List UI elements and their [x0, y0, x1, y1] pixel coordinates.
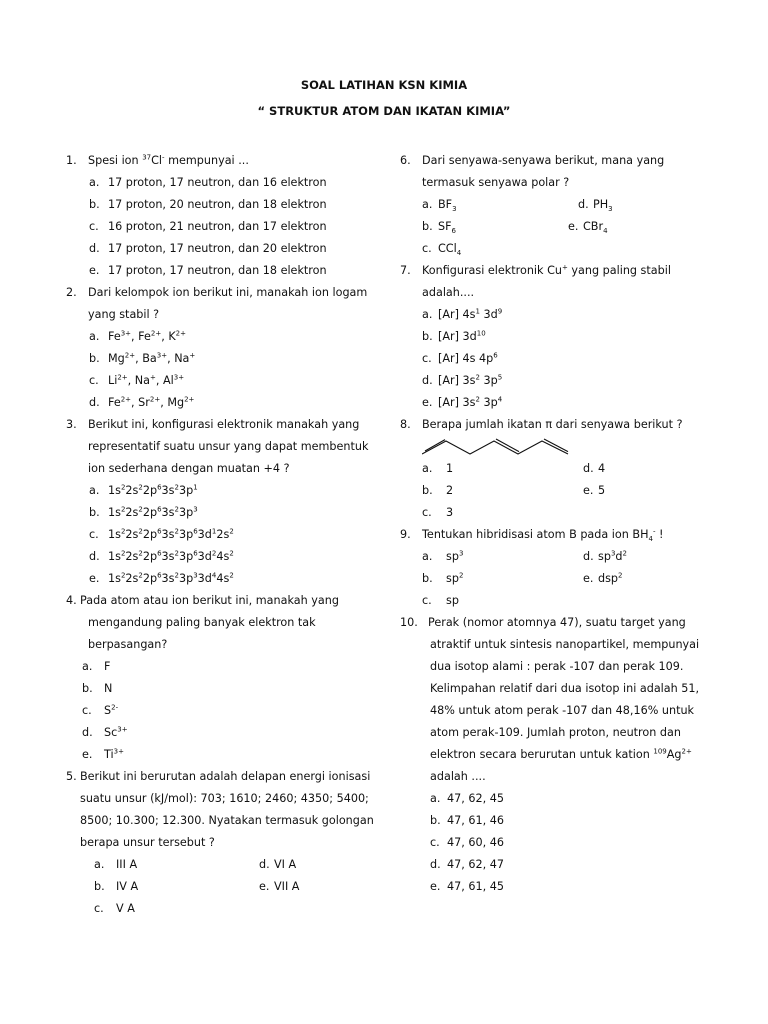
question-5 [66, 766, 386, 788]
question-text-cont: berpasangan? [88, 638, 168, 651]
question-text: Berikut ini, konfigurasi elektronik manakah yang [88, 418, 360, 431]
question-7 [400, 260, 735, 282]
question-number: 6. [400, 154, 411, 167]
option-c: c. V A [94, 902, 135, 915]
option-a: a. F [82, 660, 111, 673]
question-text-cont: yang stabil ? [88, 308, 160, 321]
question-9 [400, 524, 735, 546]
option-row-a-d: a. III A d. VI A [94, 858, 297, 871]
option-a: a. [Ar] $4s^1$ $3d^9$ [422, 307, 503, 321]
question-2 [66, 282, 386, 304]
option-e: e. $1s^22s^22p^63s^23p^33d^44s^2$ [89, 571, 234, 585]
option-b: b. 17 proton, 20 neutron, dan 18 elektron [89, 198, 327, 211]
option-c: c. [Ar] 4s $4p^6$ [422, 351, 498, 365]
option-row-b-e: b. IV A e. VII A [94, 880, 300, 893]
option-b: b. [Ar] $3d^{10}$ [422, 329, 486, 343]
question-text-cont: 8500; 10.300; 12.300. Nyatakan termasuk golongan [80, 814, 374, 827]
option-d: d. 17 proton, 17 neutron, dan 20 elektron [89, 242, 327, 255]
question-text-cont: 48% untuk atom perak -107 dan 48,16% untuk [430, 704, 695, 717]
option-c: c. 47, 60, 46 [430, 836, 504, 849]
option-row-b-e: b. $sp^2$ e. dsp$^2$ [422, 571, 623, 585]
option-d: d. $Sc^{3+}$ [82, 725, 128, 739]
question-number: 9. [400, 528, 411, 541]
question-text: Berikut ini berurutan adalah delapan energi ionisasi [80, 770, 371, 783]
question-text-cont: ion sederhana dengan muatan +4 ? [88, 462, 290, 475]
option-d: d. $Fe^{2+}$, $Sr^{2+}$, $Mg^{2+}$ [89, 395, 195, 409]
option-row-b-e: b. 2 e. 5 [422, 484, 606, 497]
page-subtitle: “ STRUKTUR ATOM DAN IKATAN KIMIA” [257, 104, 511, 118]
option-e: e. 47, 61, 45 [430, 880, 504, 893]
option-e: e. [Ar] $3s^2$ $3p^4$ [422, 395, 503, 409]
question-text-cont: dua isotop alami : perak -107 dan perak 109. [430, 660, 684, 673]
option-c: c. $S^{2-}$ [82, 703, 119, 717]
question-number: 5. [66, 770, 77, 783]
question-number: 10. [400, 616, 418, 629]
option-a: a. 47, 62, 45 [430, 792, 504, 805]
question-number: 1. [66, 154, 77, 167]
question-text-cont: adalah.... [422, 286, 475, 299]
option-row-b-e: b. $SF_6$ e. CBr$_4$ [422, 220, 608, 236]
option-b: b. $Mg^{2+}$, $Ba^{3+}$, Na+ [89, 351, 196, 365]
option-c: c. $Li^{2+}$, Na+, $Al^{3+}$ [89, 373, 185, 387]
question-text-cont: representatif suatu unsur yang dapat membentuk [88, 440, 369, 453]
option-a: a. $1s^22s^22p^63s^23p^1$ [89, 483, 198, 497]
question-1 [66, 150, 386, 172]
question-number: 8. [400, 418, 411, 431]
option-e: e. $Ti^{3+}$ [82, 747, 124, 761]
question-text-cont: berapa unsur tersebut ? [80, 836, 215, 849]
option-d: d. [Ar] $3s^2$ $3p^5$ [422, 373, 503, 387]
option-b: b. N [82, 682, 113, 695]
question-text: Spesi ion $^{37}$Cl- mempunyai ... [88, 153, 249, 167]
option-c: c. 16 proton, 21 neutron, dan 17 elektron [89, 220, 327, 233]
right-column [400, 150, 735, 898]
triene-skeletal-formula [422, 436, 572, 458]
option-c: c. 3 [422, 506, 454, 519]
option-e: e. 17 proton, 17 neutron, dan 18 elektron [89, 264, 327, 277]
question-text-cont: elektron secara berurutan untuk kation $^{109}Ag^{2+}$ [430, 747, 692, 761]
question-text: Dari senyawa-senyawa berikut, mana yang [422, 154, 665, 167]
question-text-cont: atraktif untuk sintesis nanopartikel, mempunyai [430, 638, 700, 651]
option-b: b. 47, 61, 46 [430, 814, 504, 827]
page-title: SOAL LATIHAN KSN KIMIA [300, 78, 468, 92]
molecule-structure [400, 436, 735, 458]
question-3 [66, 414, 386, 436]
left-column [66, 150, 386, 920]
option-row-a-d: a. $BF_3$ d. $PH_3$ [422, 198, 613, 214]
option-c: c. $1s^22s^22p^63s^23p^63d^12s^2$ [89, 527, 234, 541]
question-8 [400, 414, 735, 436]
question-number: 2. [66, 286, 77, 299]
question-text-cont: Kelimpahan relatif dari dua isotop ini adalah 51, [430, 682, 700, 695]
question-4 [66, 590, 386, 612]
question-text-cont: suatu unsur (kJ/mol): 703; 1610; 2460; 4350; 5400; [80, 792, 369, 805]
option-row-a-d: a. $sp^3$ d. $sp^3d^2$ [422, 549, 627, 563]
question-text: Dari kelompok ion berikut ini, manakah ion logam [88, 286, 368, 299]
option-c: c. sp [422, 594, 459, 607]
question-text: Tentukan hibridisasi atom B pada ion $BH_4^-$ ! [422, 527, 664, 544]
option-d: d. $1s^22s^22p^63s^23p^63d^24s^2$ [89, 549, 234, 563]
question-text: Berapa jumlah ikatan π dari senyawa berikut ? [422, 418, 683, 431]
question-number: 4. [66, 594, 77, 607]
question-text-cont: atom perak-109. Jumlah proton, neutron dan [430, 726, 681, 739]
question-number: 7. [400, 264, 411, 277]
option-row-a-d: a. 1 d. 4 [422, 462, 606, 475]
option-a: a. $Fe^{3+}$, $Fe^{2+}$, $K^{2+}$ [89, 329, 186, 343]
question-text-cont: mengandung paling banyak elektron tak [88, 616, 316, 629]
question-number: 3. [66, 418, 77, 431]
question-text-cont: adalah .... [430, 770, 486, 783]
question-6 [400, 150, 735, 172]
question-10 [400, 612, 735, 634]
question-text: Perak (nomor atomnya 47), suatu target yang [428, 616, 686, 629]
question-text: Konfigurasi elektronik Cu+ yang paling stabil [422, 263, 671, 277]
question-text-cont: termasuk senyawa polar ? [422, 176, 570, 189]
option-c: c. CCl$_4$ [422, 242, 462, 258]
option-d: d. 47, 62, 47 [430, 858, 504, 871]
option-a: a. 17 proton, 17 neutron, dan 16 elektron [89, 176, 327, 189]
option-b: b. $1s^22s^22p^63s^23p^3$ [89, 505, 198, 519]
question-text: Pada atom atau ion berikut ini, manakah yang [80, 594, 339, 607]
